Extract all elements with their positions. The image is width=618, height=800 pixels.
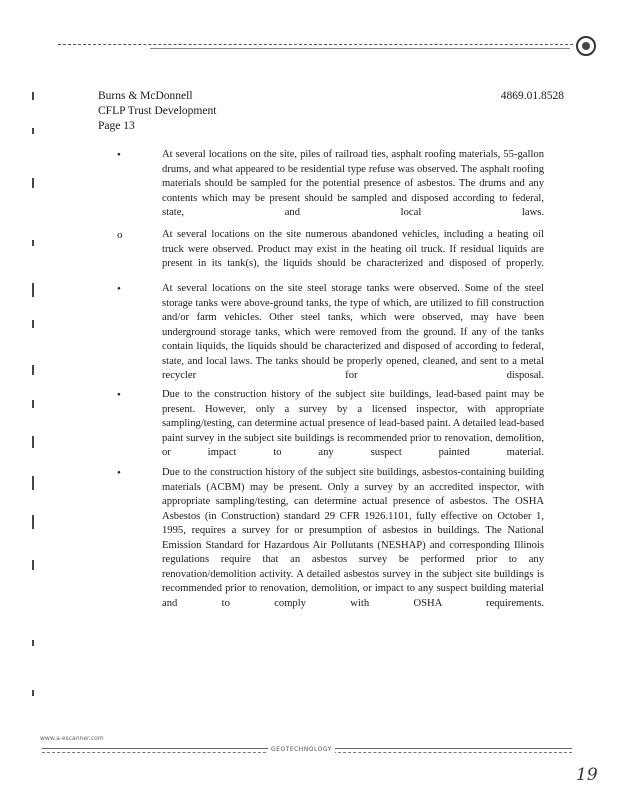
list-bullet: • [117, 389, 121, 401]
margin-scan-mark [32, 92, 34, 100]
list-item-text: At several locations on the site steel storage tanks were observed. Some of the steel storage tanks were above-ground tanks, the type of which, are utilized to fill construction and/or farm vehicles. Other steel tanks, which were observed, may have been underground storage tanks, which were removed from the ground. If any of the tanks contain liquids, the liquids should be characterized and disposed of according to federal, state, and local laws. The tanks should be properly opened, cleaned, and sent to a metal recycler for disposal. [162, 283, 544, 381]
company-name: Burns & McDonnell [98, 90, 193, 102]
list-item-text: Due to the construction history of the subject site buildings, asbestos-containing building materials (ACBM) may be present. Only a survey by an accredited inspector, with appropriate sampling/testing, can determine actual presence of asbestos. The OSHA Asbestos (in Construction) standard 29 CFR 1926.1101, fully effective on October 1, 1995, requires a survey for or presumption of asbestos in buildings. The National Emission Standard for Hazardous Air Pollutants (NESHAP) and corresponding Illinois regulations require that an asbestos survey be performed prior to any renovation/demolition activity. A detailed asbestos survey in the subject site buildings is recommended prior to renovation, demolition, or impact to any suspect building material and to comply with OSHA requirements. [162, 467, 544, 609]
margin-scan-mark [32, 283, 34, 297]
list-bullet: • [117, 283, 121, 295]
list-item-text: At several locations on the site, piles of railroad ties, asphalt roofing materials, 55-gallon drums, and what appeared to be residential type refuse was observed. The asphalt roofing materials should be sampled for the potential presence of asbestos. The drums and any contents which may be present should be sampled and disposed according to federal, state, and local laws. [162, 149, 544, 218]
fax-header-rule-secondary [150, 48, 570, 49]
margin-scan-mark [32, 640, 34, 646]
list-bullet: • [117, 467, 121, 479]
list-item-text: At several locations on the site numerous abandoned vehicles, including a heating oil truck were observed. Product may exist in the heating oil truck. If residual liquids are present in its tank(s), the liquids should be characterized and disposed of properly. [162, 229, 544, 269]
footer-company-label: GEOTECHNOLOGY [268, 746, 335, 753]
margin-scan-mark [32, 128, 34, 134]
margin-scan-mark [32, 515, 34, 529]
margin-scan-mark [32, 476, 34, 490]
margin-scan-mark [32, 240, 34, 246]
list-item-text: Due to the construction history of the subject site buildings, lead-based paint may be present. However, only a survey by a licensed inspector, with appropriate sampling/testing, can determine actual presence of lead-based paint. A detailed lead-based paint survey in the subject site buildings is recommended prior to renovation, demolition, or impact to any suspect painted material. [162, 389, 544, 458]
letter-header [98, 89, 564, 134]
page-number: Page 13 [98, 120, 135, 132]
fax-footer-line: www.a-escanner.com [40, 735, 104, 742]
handwritten-page-stamp: 19 [576, 765, 598, 785]
margin-scan-mark [32, 690, 34, 696]
list-bullet: o [117, 229, 123, 241]
project-name: CFLP Trust Development [98, 105, 217, 117]
fax-header-rule [58, 44, 573, 45]
margin-scan-mark [32, 178, 34, 188]
margin-scan-mark [32, 320, 34, 328]
margin-scan-mark [32, 560, 34, 570]
project-reference-number: 4869.01.8528 [500, 90, 564, 102]
corner-seal-icon [576, 36, 596, 56]
list-bullet: • [117, 149, 121, 161]
margin-scan-mark [32, 400, 34, 408]
margin-scan-mark [32, 365, 34, 375]
margin-scan-mark [32, 436, 34, 448]
